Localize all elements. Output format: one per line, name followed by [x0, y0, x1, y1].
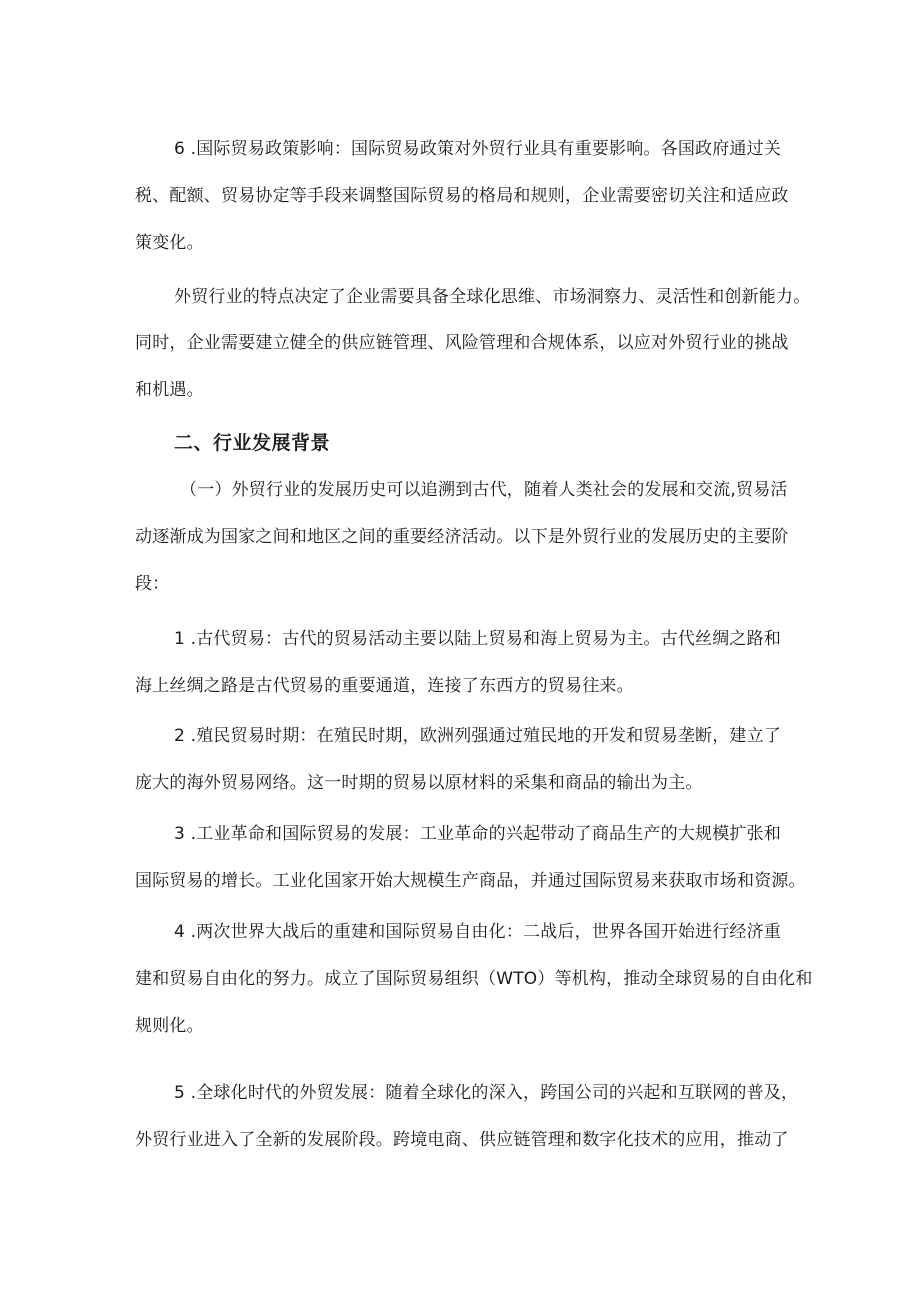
- stage-4-line-2: 建和贸易自由化的努力。成立了国际贸易组织（WTO）等机构，推动全球贸易的自由化和: [135, 969, 813, 989]
- stage-3-line-2: 国际贸易的增长。工业化国家开始大规模生产商品，并通过国际贸易来获取市场和资源。: [135, 871, 806, 891]
- summary-line-1: 外贸行业的特点决定了企业需要具备全球化思维、市场洞察力、灵活性和创新能力。: [174, 287, 811, 307]
- history-intro-line-3: 段：: [135, 574, 170, 594]
- para-6-line-3: 策变化。: [135, 233, 204, 253]
- stage-1-line-2: 海上丝绸之路是古代贸易的重要通道，连接了东西方的贸易往来。: [135, 676, 634, 696]
- stage-2-line-1: 2 .殖民贸易时期：在殖民时期，欧洲列强通过殖民地的开发和贸易垄断，建立了: [174, 726, 782, 746]
- history-intro-line-1: （一）外贸行业的发展历史可以追溯到古代，随着人类社会的发展和交流,贸易活: [180, 480, 788, 500]
- stage-5-line-2: 外贸行业进入了全新的发展阶段。跨境电商、供应链管理和数字化技术的应用，推动了: [135, 1130, 789, 1150]
- summary-line-3: 和机遇。: [135, 380, 204, 400]
- summary-line-2: 同时，企业需要建立健全的供应链管理、风险管理和合规体系，以应对外贸行业的挑战: [135, 333, 789, 353]
- stage-5-line-1: 5 .全球化时代的外贸发展：随着全球化的深入，跨国公司的兴起和互联网的普及，: [174, 1083, 799, 1103]
- para-6-line-2: 税、配额、贸易协定等手段来调整国际贸易的格局和规则，企业需要密切关注和适应政: [135, 186, 789, 206]
- stage-4-line-1: 4 .两次世界大战后的重建和国际贸易自由化：二战后，世界各国开始进行经济重: [174, 922, 782, 942]
- history-intro-line-2: 动逐渐成为国家之间和地区之间的重要经济活动。以下是外贸行业的发展历史的主要阶: [135, 527, 789, 547]
- stage-4-line-3: 规则化。: [135, 1016, 204, 1036]
- stage-3-line-1: 3 .工业革命和国际贸易的发展：工业革命的兴起带动了商品生产的大规模扩张和: [174, 824, 782, 844]
- section-heading: 二、行业发展背景: [174, 432, 331, 454]
- para-6-line-1: 6 .国际贸易政策影响：国际贸易政策对外贸行业具有重要影响。各国政府通过关: [174, 139, 782, 159]
- stage-1-line-1: 1 .古代贸易：古代的贸易活动主要以陆上贸易和海上贸易为主。古代丝绸之路和: [174, 629, 782, 649]
- stage-2-line-2: 庞大的海外贸易网络。这一时期的贸易以原材料的采集和商品的输出为主。: [135, 773, 703, 793]
